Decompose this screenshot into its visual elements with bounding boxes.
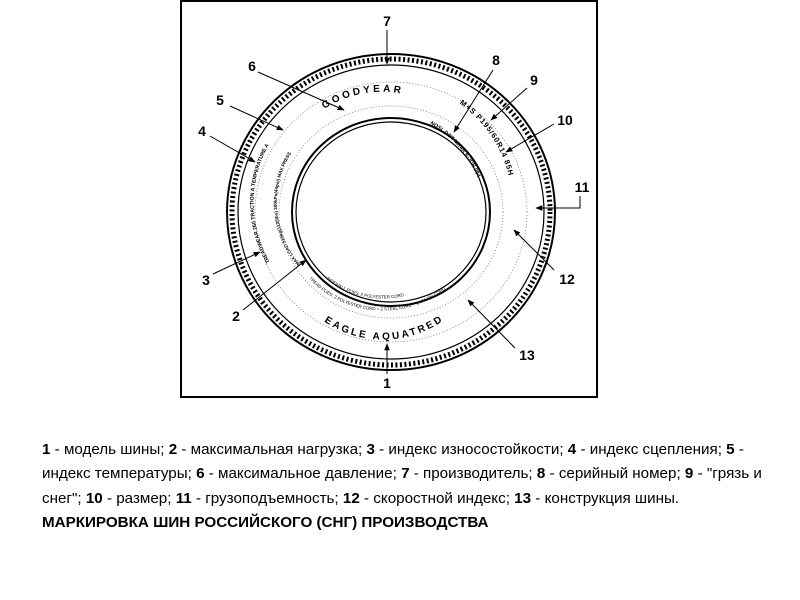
legend-item-number: 9	[684, 465, 694, 483]
legend-item-text: - конструкция шины.	[531, 489, 680, 507]
callout-12: 12	[559, 271, 575, 287]
callout-3: 3	[202, 272, 210, 288]
figure-caption	[42, 438, 782, 535]
brand-top-text: GOODYEAR	[320, 83, 405, 112]
legend-item-text: - модель шины;	[50, 441, 169, 458]
caption-title: МАРКИРОВКА ШИН РОССИЙСКОГО (СНГ) ПРОИЗВОДСТВА	[42, 513, 489, 531]
rim-inner	[296, 122, 486, 302]
sidewall-right-size-text: M+S P195/60R14 85H	[458, 97, 516, 177]
legend-item-number: 7	[401, 465, 410, 483]
legend-item	[169, 441, 367, 458]
tire-diagram	[182, 2, 600, 400]
leader-line-11	[536, 196, 580, 208]
legend-item	[196, 465, 401, 482]
brand-bottom-text: EAGLE AQUATRED	[322, 313, 447, 343]
legend-item-number: 12	[342, 489, 360, 507]
legend-item-text: - максимальная нагрузка;	[177, 441, 367, 458]
sidewall-bottom-text-2: SIDEWALL PLIES: 2 POLYESTER CORD	[325, 275, 405, 300]
legend-item-number: 11	[175, 489, 192, 507]
legend-item-text: - индекс износостойкости;	[374, 441, 568, 458]
legend-item	[176, 490, 343, 507]
legend-list	[42, 441, 762, 507]
legend-item-text: - индекс сцепления;	[576, 441, 727, 458]
legend-item-text: - грузоподъемность;	[191, 489, 343, 507]
callout-2: 2	[232, 308, 240, 324]
legend-item-text: - скоростной индекс;	[359, 489, 515, 507]
legend-item-number: 6	[196, 465, 205, 483]
callout-7: 7	[383, 13, 391, 29]
callout-9: 9	[530, 72, 538, 88]
legend-item	[343, 490, 514, 507]
legend-item-number: 3	[366, 441, 375, 458]
legend-item-text: - производитель;	[409, 465, 537, 483]
legend-item	[366, 441, 567, 458]
legend-item-number: 8	[536, 465, 546, 483]
callout-11: 11	[574, 179, 590, 195]
legend-item	[514, 490, 679, 507]
callout-4: 4	[198, 123, 206, 139]
legend-item-text: - "грязь и снег";	[42, 465, 762, 507]
legend-item	[537, 465, 685, 482]
legend-item-text: - размер;	[102, 489, 176, 507]
legend-item-text: - максимальное давление;	[204, 465, 402, 483]
legend-item-number: 2	[168, 441, 178, 458]
legend-item-text: - серийный номер;	[545, 465, 685, 483]
legend-item	[42, 441, 169, 458]
legend-item-number: 4	[567, 441, 577, 458]
legend-item-number: 13	[514, 489, 532, 507]
sidewall-left-inner-text: MAX LOAD 515kg(1135lbs) 300kPa(44psi) MAX PRESS	[272, 151, 301, 267]
callout-13: 13	[519, 347, 535, 363]
legend-item-number: 1	[42, 441, 51, 458]
legend-item-number: 10	[85, 489, 103, 507]
sidewall-bottom-text-1: TREAD PLIES: 2 POLYESTER CORD + 2 STEEL CORD + 1 NYLON CORD	[308, 275, 447, 312]
tire-diagram-frame	[180, 0, 598, 398]
sidewall-left-outer-text: TREADWEAR 260 TRACTION A TEMPERATURE A	[249, 142, 272, 265]
callout-8: 8	[492, 52, 500, 68]
legend-item	[568, 441, 726, 458]
legend-item	[86, 490, 176, 507]
callout-6: 6	[248, 58, 256, 74]
sidewall-right-serial-text: NOSL DOT MK4A A-JDR 094	[428, 120, 482, 179]
callout-1: 1	[383, 375, 391, 391]
leader-line-2	[243, 260, 306, 310]
legend-item-number: 5	[726, 441, 735, 458]
callout-10: 10	[557, 112, 573, 128]
callout-5: 5	[216, 92, 224, 108]
legend-item-text: - индекс температуры;	[42, 441, 744, 483]
legend-item	[401, 465, 537, 482]
